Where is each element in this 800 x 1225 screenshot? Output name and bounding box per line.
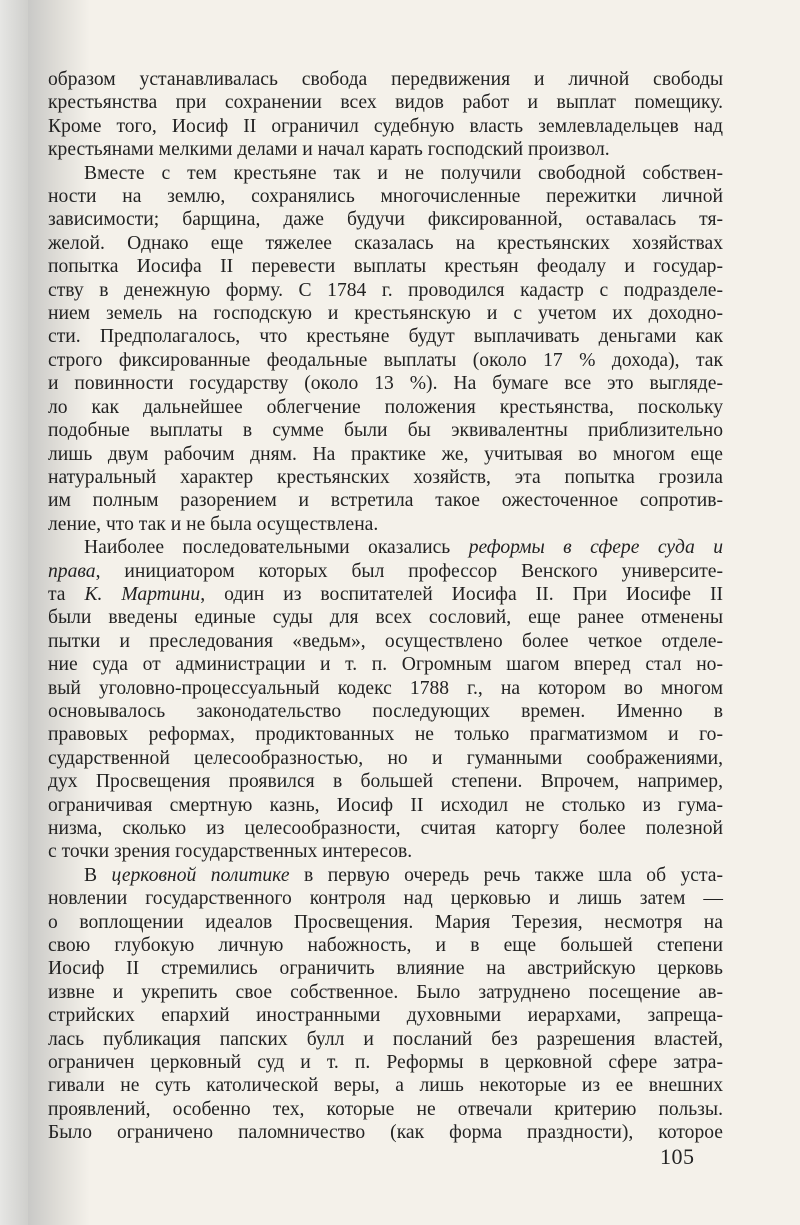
italic-term: церковной политике (111, 864, 290, 886)
text-line: зависимости; барщина, даже будучи фиксированной, оставалась тя- (48, 209, 723, 231)
text-line: новлении государственного контроля над церковью и лишь затем — (48, 888, 723, 910)
text-line: подобные выплаты в сумме были бы эквивалентны приблизительно (48, 420, 723, 442)
text-line: Вместе с тем крестьяне так и не получили свободной собствен- (84, 162, 723, 184)
text-line: правовых реформах, продиктованных не только прагматизмом и го- (48, 724, 723, 746)
text-line: дух Просвещения проявился в большей степени. Впрочем, например, (48, 771, 723, 793)
text-line: основывалось законодательство последующих времен. Именно в (48, 700, 723, 722)
text-line: нием земель на господскую и крестьянскую и с учетом их доходно- (48, 303, 723, 325)
text-line: натуральный характер крестьянских хозяйств, эта попытка грозила (48, 466, 723, 488)
text-line: строго фиксированные феодальные выплаты (около 17 % дохода), так (48, 349, 723, 371)
text-line: гивали не суть католической веры, а лишь некоторые из ее внешних (48, 1075, 723, 1097)
text-line: ние суда от администрации и т. п. Огромным шагом вперед стал но- (48, 654, 723, 676)
text-line: им полным разорением и встретила такое ожесточенное сопротив- (48, 490, 723, 512)
text-line: крестьянства при сохранении всех видов работ и выплат помещику. (48, 92, 723, 114)
italic-term: реформы в сфере суда и (468, 537, 723, 559)
text-line: Иосиф II стремились ограничить влияние на австрийскую церковь (48, 958, 723, 980)
text-line: ограничен церковный суд и т. п. Реформы в церковной сфере затра- (48, 1052, 723, 1074)
text-line: Кроме того, Иосиф II ограничил судебную власть землевладельцев над (48, 115, 723, 137)
text-line: желой. Однако еще тяжелее сказалась на крестьянских хозяйствах (48, 232, 723, 254)
text-line: ности на землю, сохранялись многочисленные пережитки личной (48, 186, 723, 208)
paragraph (48, 536, 723, 864)
text-line: Наиболее последовательными оказались реформы в сфере суда и (84, 537, 723, 559)
text-line: В церковной политике в первую очередь речь также шла об уста- (84, 864, 723, 886)
text-line: и повинности государству (около 13 %). На бумаге все это выгляде- (48, 373, 723, 395)
text-line: свою глубокую личную набожность, и в еще большей степени (48, 935, 723, 957)
page-number: 105 (660, 1144, 695, 1169)
text-line: лась публикация папских булл и посланий без разрешения властей, (48, 1028, 723, 1050)
text-line: сударственной целесообразностью, но и гуманными соображениями, (48, 747, 723, 769)
text-line: с точки зрения государственных интересов. (48, 841, 413, 863)
text-line: права, инициатором которых был профессор Венского университе- (48, 560, 723, 582)
text-line: ление, что так и не была осуществлена. (48, 513, 379, 535)
text-line: вый уголовно-процессуальный кодекс 1788 г., на котором во многом (48, 677, 723, 699)
text-line: проявлений, особенно тех, которые не отвечали критерию пользы. (48, 1098, 723, 1120)
text-line: пытки и преследования «ведьм», осуществлено более четкое отделе- (48, 630, 723, 652)
text-line: крестьянами мелкими делами и начал карать господский произвол. (48, 139, 610, 161)
paragraph (48, 864, 723, 1145)
text-line: сти. Предполагалось, что крестьяне будут выплачивать деньгами как (48, 326, 723, 348)
italic-term: К. Мартини (84, 583, 201, 605)
text-line: ограничивая смертную казнь, Иосиф II исходил не столько из гума- (48, 794, 723, 816)
page-body (48, 68, 723, 1145)
text-line: о воплощении идеалов Просвещения. Мария Терезия, несмотря на (48, 911, 723, 933)
text-line: та К. Мартини, один из воспитателей Иосифа II. При Иосифе II (48, 583, 724, 605)
text-line: низма, сколько из целесообразности, считая каторгу более полезной (48, 818, 723, 839)
text-line: образом устанавливалась свобода передвижения и личной свободы (48, 69, 723, 90)
text-line: извне и укрепить свое собственное. Было затруднено посещение ав- (48, 981, 723, 1003)
italic-term: права (48, 560, 96, 582)
paragraph (48, 68, 723, 162)
text-line: Было ограничено паломничество (как форма праздности), которое (48, 1122, 723, 1144)
binding-edge (0, 0, 28, 1225)
text-line: попытка Иосифа II перевести выплаты крестьян феодалу и государ- (48, 256, 723, 278)
paragraph (48, 162, 723, 537)
text-line: были введены единые суды для всех сословий, еще ранее отменены (48, 607, 723, 629)
text-line: стрийских епархий иностранными духовными иерархами, запреща- (48, 1005, 723, 1027)
text-line: ло как дальнейшее облегчение положения крестьянства, поскольку (48, 396, 723, 418)
text-line: лишь двум рабочим дням. На практике же, учитывая во многом еще (48, 443, 723, 465)
text-line: ству в денежную форму. С 1784 г. проводился кадастр с подразделе- (48, 279, 723, 301)
